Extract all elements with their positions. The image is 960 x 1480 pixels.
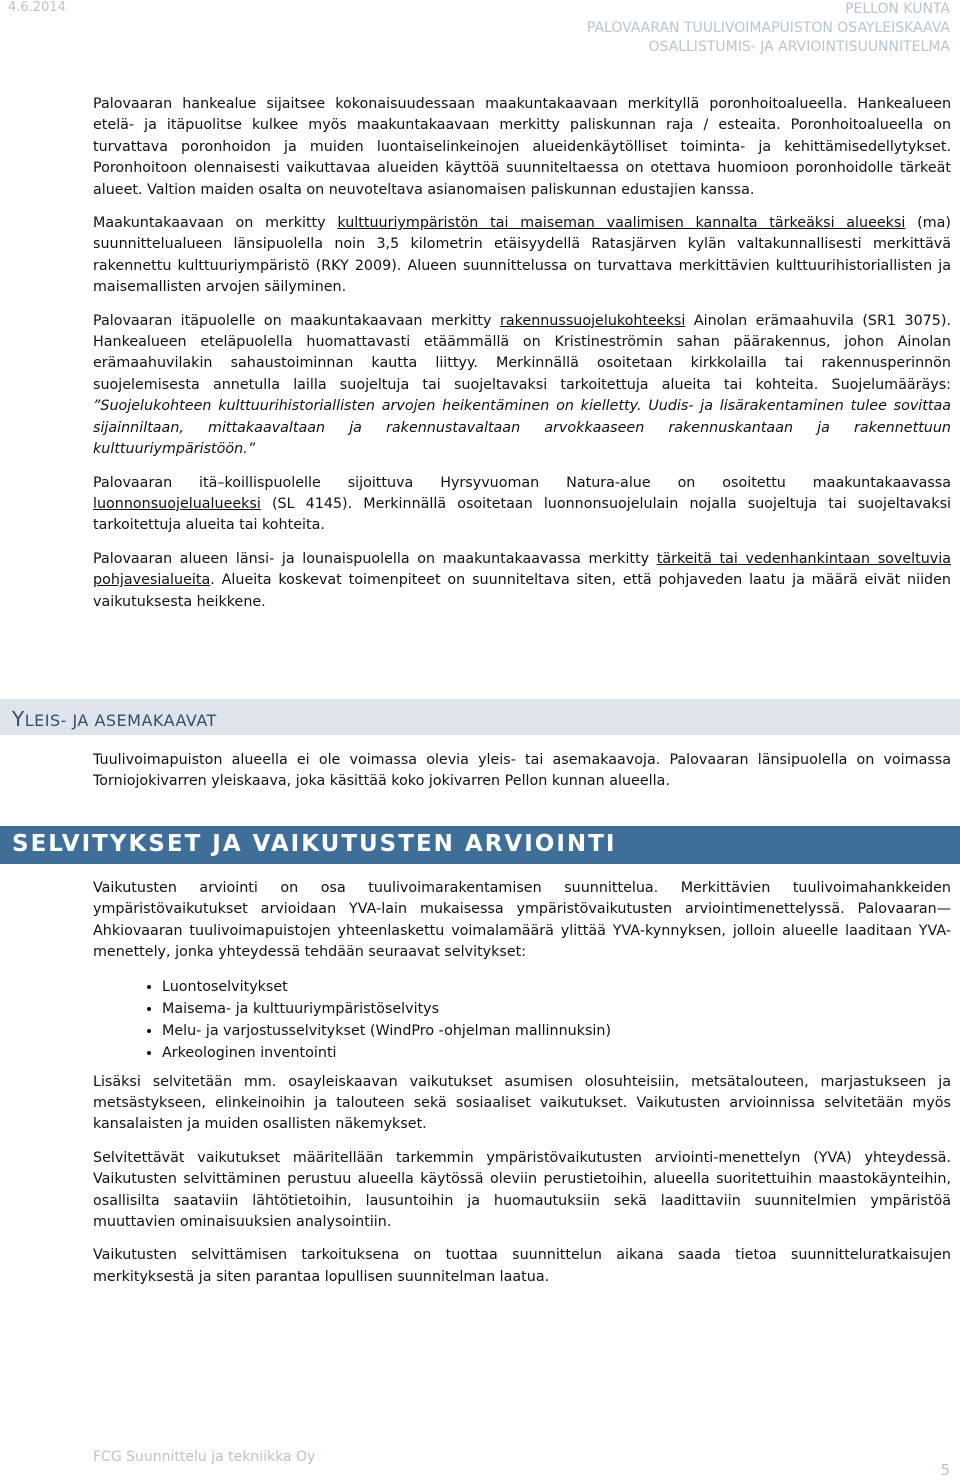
list-item: • Melu- ja varjostusselvitykset (WindPro -ohjelman mallinnuksin) — [162, 1020, 951, 1042]
main-heading-selvitykset: SELVITYKSET JA VAIKUTUSTEN ARVIOINTI — [12, 831, 617, 857]
header-titles — [587, 0, 950, 57]
section-maakuntakaava — [93, 94, 951, 625]
heading-rest: LEIS- JA ASEMAKAAVAT — [24, 711, 217, 730]
italic-quote: ”Suojelukohteen kulttuurihistoriallisten arvojen heikentäminen on kielletty. Uudis- ja lisärakentaminen tulee sovittaa sijainniltaan, mittakaavaltaan ja rakennustavaltaan arvokkaaseen rakennuskantaan ja rakennettuun kulttuuriympäristöön.” — [93, 398, 951, 458]
paragraph-lisaksi: Lisäksi selvitetään mm. osayleiskaavan vaikutukset asumisen olosuhteisiin, metsätalouteen, marjastukseen ja metsästykseen, elinkeinoihin ja talouteen sekä sosiaaliset vaikutukset. Vaikutusten arvioinnissa selvitetään myös kansalaisten ja muiden osallisten näkemykset. — [93, 1073, 951, 1133]
page-header — [0, 0, 960, 60]
section-selvitykset — [93, 878, 951, 1300]
text-run: Palovaaran itäpuolelle on maakuntakaavaan merkitty — [93, 312, 500, 329]
list-item: • Arkeologinen inventointi — [162, 1042, 951, 1064]
list-item: • Maisema- ja kulttuuriympäristöselvitys — [162, 998, 951, 1020]
header-municipality: PELLON KUNTA — [845, 1, 950, 17]
list-item: • Luontoselvitykset — [162, 976, 951, 998]
underlined-term: luonnonsuojelualueeksi — [93, 495, 261, 512]
underlined-term: rakennussuojelukohteeksi — [499, 312, 686, 329]
paragraph-natura — [93, 473, 951, 537]
underlined-term: tärkeitä tai vedenhankintaan soveltuvia pohjavesialueita — [93, 550, 951, 589]
section-heading-yleis-asemakaavat — [12, 707, 217, 731]
paragraph-poronhoito: Palovaaran hankealue sijaitsee kokonaisuudessaan maakuntakaavaan merkityllä poronhoitoalueella. Hankealueen etelä- ja itäpuolitse kulkee myös maakuntakaavaan merkitty paliskunnan raja / esteaita. Poronhoitoalueella on turvattava poronhoidon ja muiden luontaiselinkeinojen alueidenkäytölliset toiminta- ja kehittämisedellytykset. Poronhoitoon olennaisesti vaikuttavaa alueiden käyttöä suunniteltaessa on otettava huomioon poronhoidolle tärkeät alueet. Valtion maiden osalta on neuvoteltava asianomaisen paliskunnan edustajien kanssa. — [93, 96, 951, 198]
paragraph-kulttuuriymparisto — [93, 213, 951, 299]
section-yleis-asemakaavat — [93, 750, 951, 805]
paragraph-rakennussuojelu — [93, 311, 951, 461]
text-run: (SL 4145). Merkinnällä osoitetaan luonnonsuojelulain nojalla suojeltuja tai suojeltavaksi tarkoitettuja alueita tai kohteita. — [93, 495, 951, 534]
text-run: Palovaaran alueen länsi- ja lounaispuolella on maakuntakaavassa merkitty — [93, 550, 657, 567]
header-date: 4.6.2014 — [8, 0, 66, 15]
paragraph-vaikutusten-arviointi: Vaikutusten arviointi on osa tuulivoimarakentamisen suunnittelua. Merkittävien tuulivoimahankkeiden ympäristövaikutukset arvioidaan YVA-lain mukaisessa ympäristövaikutusten arviointimenettelyssä. Palovaaran—Ahkiovaaran tuulivoimapuistojen yhteenlaskettu voimalamäärä ylittää YVA-kynnyksen, jolloin alueelle laaditaan YVA-menettely, jonka yhteydessä tehdään seuraavat selvitykset: — [93, 880, 951, 961]
paragraph-yva: Selvitettävät vaikutukset määritellään tarkemmin ympäristövaikutusten arviointi-menettelyn (YVA) yhteydessä. Vaikutusten selvittäminen perustuu alueella käytössä oleviin perustietoihin, alueella suoritettuihin maastokäynteihin, osallisilta saataviin lähtötietoihin, lausuntoihin ja huomautuksiin sekä laadittaviin suunnitelmien ympäristöä muuttavien ominaisuuksien analysointiin. — [93, 1149, 951, 1231]
header-document-type: OSALLISTUMIS- JA ARVIOINTISUUNNITELMA — [648, 39, 950, 55]
underlined-term: kulttuuriympäristön tai maiseman vaalimisen kannalta tärkeäksi alueeksi — [337, 215, 906, 232]
main-heading-band — [0, 826, 960, 864]
text-run: Ainolan erämaahuvila (SR1 3075). Hankealueen eteläpuolella huomattavasti etäämmällä on Kristineströmin sahan päärakennus, johon Ainolan erämaahuvilakin sahaustoiminnan kautta liittyy. Merkinnällä osoitetaan kirkkolailla tai rakennusperinnön suojelemisesta annetulla lailla suojeltuja tai suojeltavaksi tarkoitettuja alueita tai kohteita. Suojelumääräys: — [93, 312, 951, 393]
header-plan-title: PALOVAARAN TUULIVOIMAPUISTON OSAYLEISKAAVA — [586, 20, 950, 36]
paragraph-kaavat: Tuulivoimapuiston alueella ei ole voimassa olevia yleis- tai asemakaavoja. Palovaaran länsipuolella on voimassa Torniojokivarren yleiskaava, joka käsittää koko jokivarren Pellon kunnan alueella. — [93, 752, 951, 790]
heading-initial: Y — [12, 707, 25, 731]
survey-list — [93, 976, 951, 1064]
text-run: Maakuntakaavaan on merkitty — [93, 215, 338, 232]
page-number: 5 — [940, 1461, 950, 1479]
paragraph-pohjavesi — [93, 549, 951, 613]
section-heading-band — [0, 699, 960, 735]
footer-company: FCG Suunnittelu ja tekniikka Oy — [93, 1449, 316, 1465]
paragraph-tarkoitus: Vaikutusten selvittämisen tarkoituksena on tuottaa suunnittelun aikana saada tietoa suunnitteluratkaisujen merkityksestä ja siten parantaa lopullisen suunnitelman laatua. — [93, 1247, 951, 1285]
text-run: (ma) suunnittelualueen länsipuolella noin 3,5 kilometrin etäisyydellä Ratasjärven kylän valtakunnallisesti merkittävä rakennettu kulttuuriympäristö (RKY 2009). Alueen suunnittelussa on turvattava merkittävien kulttuurihistoriallisten ja maisemallisten arvojen säilyminen. — [93, 215, 951, 296]
text-run: . Alueita koskevat toimenpiteet on suunniteltava siten, että pohjaveden laatu ja määrä eivät niiden vaikutuksesta heikkene. — [93, 572, 951, 610]
text-run: Palovaaran itä–koillispuolelle sijoittuva Hyrsyvuoman Natura-alue on osoitettu maakuntakaavassa — [93, 474, 951, 491]
